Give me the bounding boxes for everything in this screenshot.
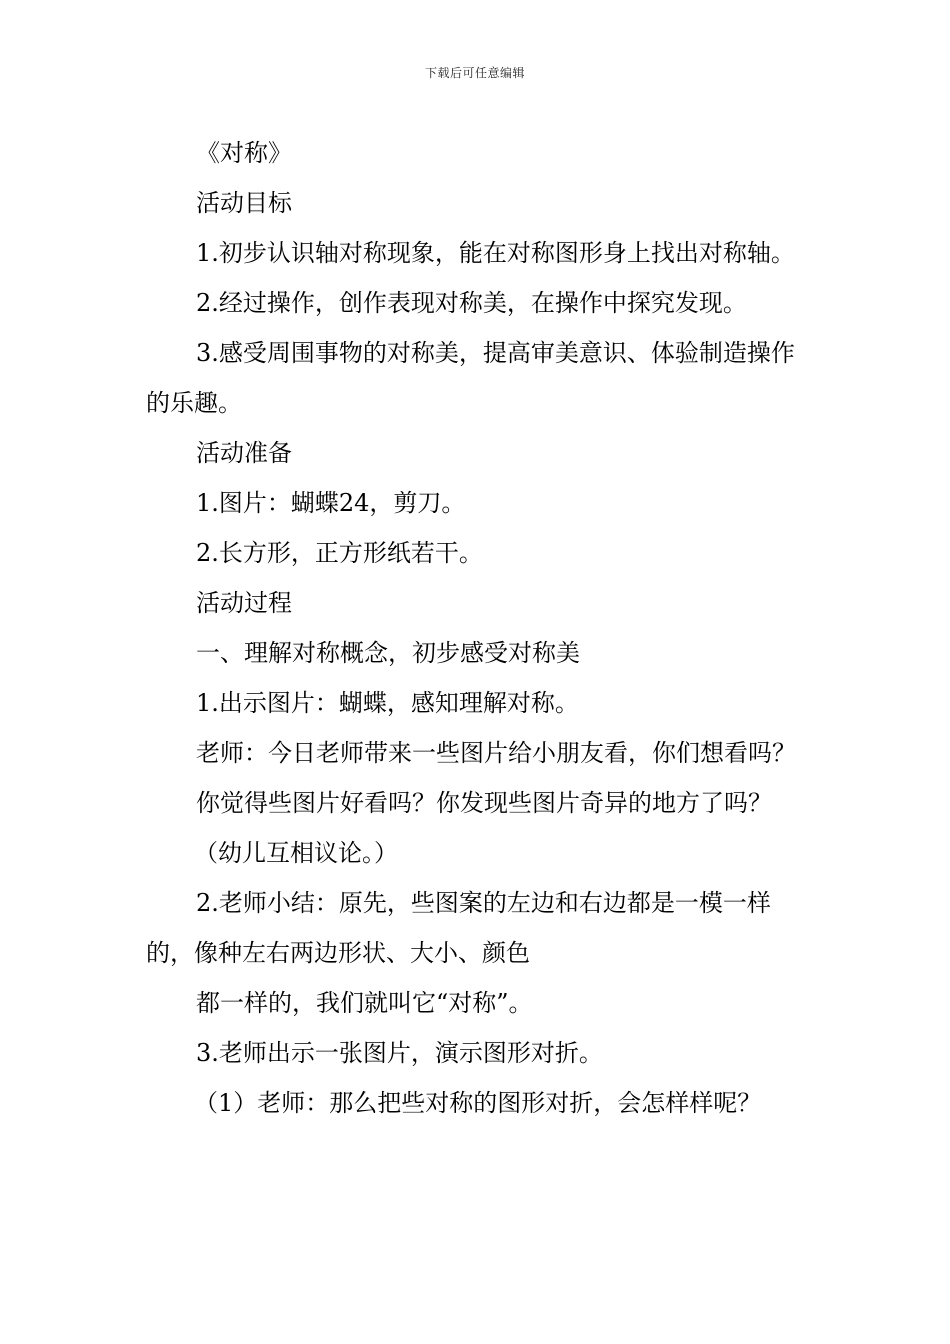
page-header: 下载后可任意编辑	[424, 66, 525, 80]
process-step-2b: 都一样的，我们就叫它“对称”。	[196, 989, 533, 1017]
document-body	[146, 128, 808, 1128]
document-title: 《对称》	[196, 139, 292, 167]
goal-item-2: 2.经过操作，创作表现对称美，在操作中探究发现。	[196, 289, 747, 317]
process-step-2a: 2.老师小结：原先，些图案的左边和右边都是一模一样的，像种左右两边形状、大小、颜色	[146, 889, 771, 967]
process-section-1: 一、理解对称概念，初步感受对称美	[196, 639, 580, 667]
section-heading-process: 活动过程	[196, 589, 292, 617]
kids-discussion: （幼儿互相议论。）	[194, 839, 398, 867]
goal-item-3: 3.感受周围事物的对称美，提高审美意识、体验制造操作的乐趣。	[146, 339, 795, 417]
prep-item-2: 2.长方形，正方形纸若干。	[196, 539, 483, 567]
process-step-3: 3.老师出示一张图片，演示图形对折。	[196, 1039, 603, 1067]
process-step-1: 1.出示图片：蝴蝶，感知理解对称。	[196, 689, 579, 717]
goal-item-1: 1.初步认识轴对称现象，能在对称图形身上找出对称轴。	[196, 239, 795, 267]
teacher-question-1: 你觉得些图片好看吗？你发现些图片奇异的地方了吗？	[196, 789, 772, 817]
teacher-speech-1: 老师：今日老师带来一些图片给小朋友看，你们想看吗？	[196, 739, 796, 767]
prep-item-1: 1.图片：蝴蝶24，剪刀。	[196, 489, 466, 517]
section-heading-preparation: 活动准备	[196, 439, 292, 467]
process-step-3-1: （1）老师：那么把些对称的图形对折，会怎样样呢？	[194, 1089, 762, 1117]
section-heading-goals: 活动目标	[196, 189, 292, 217]
